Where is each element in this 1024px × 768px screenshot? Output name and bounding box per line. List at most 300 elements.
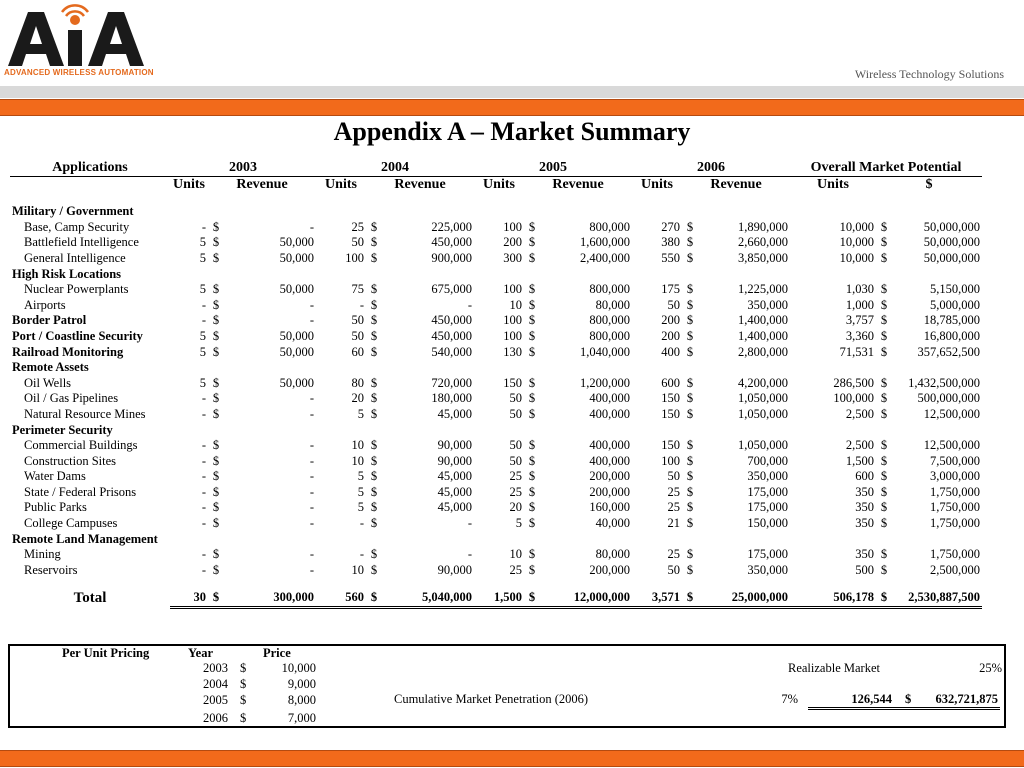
revenue-cell: - xyxy=(467,516,472,531)
units-cell: 550 xyxy=(661,250,680,265)
units-cell: 25 xyxy=(667,500,680,515)
units-cell: - xyxy=(201,406,206,421)
col-header-2004: 2004 xyxy=(316,160,474,176)
revenue-cell: 45,000 xyxy=(437,484,472,499)
col-header-2005: 2005 xyxy=(474,160,632,176)
table-row xyxy=(10,454,982,470)
pricing-year: 2004 xyxy=(203,677,228,691)
revenue-cell: - xyxy=(309,484,314,499)
total-row xyxy=(10,590,982,607)
dollar-cell: $ xyxy=(528,328,536,343)
revenue-cell: 300,000 xyxy=(224,590,316,607)
pricing-year: 2006 xyxy=(203,711,228,725)
revenue-cell: 80,000 xyxy=(595,547,630,562)
units-cell: 5 xyxy=(199,282,206,297)
dollar-cell: $ xyxy=(880,484,888,499)
dollar-cell: $ xyxy=(212,235,220,250)
dollar-cell: $ xyxy=(212,313,220,328)
units-cell: - xyxy=(201,438,206,453)
dollar-cell: $ xyxy=(686,484,694,499)
units-cell: 1,500 xyxy=(474,590,524,607)
dollar-cell: $ xyxy=(686,328,694,343)
dollar-cell: $ xyxy=(524,590,540,607)
dollar-cell: $ xyxy=(528,453,536,468)
penetration-pct: 7% xyxy=(781,692,798,706)
units-cell: 350 xyxy=(855,500,874,515)
dollar-cell: $ xyxy=(686,375,694,390)
dollar-cell: $ xyxy=(528,375,536,390)
pricing-year: 2003 xyxy=(203,661,228,675)
units-cell: 25 xyxy=(509,469,522,484)
pricing-price: 7,000 xyxy=(287,711,316,725)
dollar-cell: $ xyxy=(212,562,220,577)
dollar-cell: $ xyxy=(880,469,888,484)
col-header-units: Units xyxy=(325,176,357,192)
row-label: College Campuses xyxy=(24,516,118,531)
row-label: Public Parks xyxy=(24,500,87,515)
row-label: Reservoirs xyxy=(24,562,78,577)
col-header-revenue: Revenue xyxy=(710,176,762,192)
dollar-cell: $ xyxy=(370,375,378,390)
dollar-cell: $ xyxy=(880,297,888,312)
dollar-cell: $ xyxy=(686,469,694,484)
pricing-box xyxy=(8,644,1006,728)
dollar-cell: $ xyxy=(370,250,378,265)
units-cell: 2,500 xyxy=(845,438,874,453)
units-cell: 150 xyxy=(661,438,680,453)
pricing-price: 8,000 xyxy=(287,693,316,707)
revenue-cell: - xyxy=(309,500,314,515)
revenue-cell: - xyxy=(309,547,314,562)
dollar-cell: $ xyxy=(682,590,698,607)
revenue-cell: 1,400,000 xyxy=(738,328,788,343)
units-cell: - xyxy=(201,453,206,468)
dollar-cell: $ xyxy=(208,590,224,607)
units-cell: 350 xyxy=(855,484,874,499)
category-label: High Risk Locations xyxy=(12,266,122,281)
dollar-cell: $ xyxy=(212,547,220,562)
dollar-cell: $ xyxy=(528,516,536,531)
revenue-cell: 1,050,000 xyxy=(738,406,788,421)
units-cell: 25 xyxy=(667,484,680,499)
table-row xyxy=(10,391,982,407)
dollar-cell: $ xyxy=(528,469,536,484)
units-cell: 3,757 xyxy=(845,313,874,328)
dollar-cell: $ xyxy=(528,313,536,328)
dollar-cell: $ xyxy=(212,282,220,297)
revenue-cell: 400,000 xyxy=(589,438,630,453)
revenue-cell: 450,000 xyxy=(431,313,472,328)
pricing-price-header: Price xyxy=(263,646,291,660)
col-header-dollar: $ xyxy=(925,176,933,192)
revenue-cell: 200,000 xyxy=(589,484,630,499)
revenue-cell: 200,000 xyxy=(589,469,630,484)
revenue-cell: 50,000,000 xyxy=(923,250,980,265)
units-cell: 200 xyxy=(503,235,522,250)
revenue-cell: 2,500,000 xyxy=(930,562,980,577)
table-row xyxy=(10,376,982,392)
row-label: Border Patrol xyxy=(12,313,87,328)
units-cell: 50 xyxy=(509,391,522,406)
dollar-cell: $ xyxy=(528,547,536,562)
row-label: General Intelligence xyxy=(24,250,126,265)
col-header-2006: 2006 xyxy=(632,160,790,176)
units-cell: 400 xyxy=(661,344,680,359)
dollar-cell: $ xyxy=(528,562,536,577)
dollar-cell: $ xyxy=(370,297,378,312)
dollar-cell: $ xyxy=(528,344,536,359)
revenue-cell: 800,000 xyxy=(589,328,630,343)
units-cell: 100 xyxy=(661,453,680,468)
units-cell: 25 xyxy=(509,562,522,577)
units-cell: 25 xyxy=(509,484,522,499)
revenue-cell: 175,000 xyxy=(747,484,788,499)
table-row xyxy=(10,438,982,454)
units-cell: - xyxy=(201,516,206,531)
revenue-cell: 540,000 xyxy=(431,344,472,359)
units-cell: 5 xyxy=(199,375,206,390)
revenue-cell: 200,000 xyxy=(589,562,630,577)
dollar-cell: $ xyxy=(686,438,694,453)
table-row xyxy=(10,282,982,298)
dollar-cell: $ xyxy=(370,328,378,343)
page-title: Appendix A – Market Summary xyxy=(333,117,691,146)
dollar-cell: $ xyxy=(370,438,378,453)
revenue-cell: 1,750,000 xyxy=(930,484,980,499)
units-cell: 560 xyxy=(316,590,366,607)
revenue-cell: 80,000 xyxy=(595,297,630,312)
units-cell: 100,000 xyxy=(833,391,874,406)
units-cell: 130 xyxy=(503,344,522,359)
units-cell: 600 xyxy=(661,375,680,390)
dollar-cell: $ xyxy=(370,344,378,359)
units-cell: 50 xyxy=(509,438,522,453)
revenue-cell: 675,000 xyxy=(431,282,472,297)
table-row xyxy=(10,220,982,236)
penetration-dollar: $ xyxy=(905,692,912,706)
row-label: Port / Coastline Security xyxy=(12,328,143,343)
dollar-cell: $ xyxy=(528,250,536,265)
units-cell: 150 xyxy=(661,406,680,421)
units-cell: 80 xyxy=(351,375,364,390)
revenue-cell: 357,652,500 xyxy=(917,344,980,359)
units-cell: 50 xyxy=(667,469,680,484)
pricing-dollar: $ xyxy=(240,661,247,675)
units-cell: 50 xyxy=(667,562,680,577)
revenue-cell: 1,200,000 xyxy=(580,375,630,390)
dollar-cell: $ xyxy=(686,453,694,468)
revenue-cell: 2,400,000 xyxy=(580,250,630,265)
pricing-price: 9,000 xyxy=(287,677,316,691)
col-header-overall: Overall Market Potential xyxy=(790,160,982,176)
dollar-cell: $ xyxy=(876,590,892,607)
revenue-cell: - xyxy=(309,391,314,406)
dollar-cell: $ xyxy=(880,313,888,328)
dollar-cell: $ xyxy=(370,453,378,468)
units-cell: 10,000 xyxy=(839,235,874,250)
col-header-units: Units xyxy=(817,176,849,192)
market-summary-table xyxy=(10,160,982,609)
units-cell: 175 xyxy=(661,282,680,297)
dollar-cell: $ xyxy=(212,516,220,531)
col-header-units: Units xyxy=(641,176,673,192)
penetration-value: 632,721,875 xyxy=(935,692,998,706)
row-label: Oil Wells xyxy=(24,375,72,390)
revenue-cell: 7,500,000 xyxy=(930,453,980,468)
units-cell: - xyxy=(201,547,206,562)
units-cell: 380 xyxy=(661,235,680,250)
units-cell: 25 xyxy=(667,547,680,562)
revenue-cell: 50,000 xyxy=(279,235,314,250)
units-cell: 21 xyxy=(667,516,680,531)
dollar-cell: $ xyxy=(212,406,220,421)
table-row xyxy=(10,329,982,345)
dollar-cell: $ xyxy=(212,484,220,499)
dollar-cell: $ xyxy=(880,219,888,234)
units-cell: 500 xyxy=(855,562,874,577)
units-cell: 5 xyxy=(357,500,364,515)
revenue-cell: 50,000 xyxy=(279,282,314,297)
table-row xyxy=(10,469,982,485)
revenue-cell: - xyxy=(309,438,314,453)
revenue-cell: 1,400,000 xyxy=(738,313,788,328)
table-row xyxy=(10,251,982,267)
dollar-cell: $ xyxy=(528,406,536,421)
units-cell: - xyxy=(201,500,206,515)
dollar-cell: $ xyxy=(686,219,694,234)
units-cell: 5 xyxy=(357,469,364,484)
dollar-cell: $ xyxy=(528,438,536,453)
dollar-cell: $ xyxy=(880,516,888,531)
revenue-cell: - xyxy=(309,516,314,531)
revenue-cell: 225,000 xyxy=(431,219,472,234)
units-cell: 300 xyxy=(503,250,522,265)
col-header-revenue: Revenue xyxy=(552,176,604,192)
pricing-title: Per Unit Pricing xyxy=(62,646,150,660)
dollar-cell: $ xyxy=(880,235,888,250)
dollar-cell: $ xyxy=(528,235,536,250)
units-cell: 1,030 xyxy=(845,282,874,297)
row-label: Construction Sites xyxy=(24,453,117,468)
dollar-cell: $ xyxy=(528,500,536,515)
category-row xyxy=(10,267,982,283)
revenue-cell: 900,000 xyxy=(431,250,472,265)
revenue-cell: - xyxy=(309,406,314,421)
revenue-cell: 50,000 xyxy=(279,328,314,343)
units-cell: 20 xyxy=(509,500,522,515)
row-label: State / Federal Prisons xyxy=(24,484,137,499)
revenue-cell: 3,850,000 xyxy=(738,250,788,265)
col-header-revenue: Revenue xyxy=(394,176,446,192)
table-row xyxy=(10,298,982,314)
revenue-cell: 40,000 xyxy=(595,516,630,531)
revenue-cell: 1,750,000 xyxy=(930,516,980,531)
dollar-cell: $ xyxy=(880,328,888,343)
units-cell: 270 xyxy=(661,219,680,234)
row-label: Commercial Buildings xyxy=(24,438,138,453)
row-label: Natural Resource Mines xyxy=(24,406,146,421)
header-grey-band xyxy=(0,86,1024,98)
units-cell: 10,000 xyxy=(839,250,874,265)
col-header-applications: Applications xyxy=(10,160,170,176)
units-cell: 1,000 xyxy=(845,297,874,312)
header-row-units xyxy=(10,176,982,192)
revenue-cell: 12,000,000 xyxy=(540,590,632,607)
units-cell: 50 xyxy=(509,406,522,421)
units-cell: 100 xyxy=(345,250,364,265)
dollar-cell: $ xyxy=(686,516,694,531)
dollar-cell: $ xyxy=(686,344,694,359)
table-row xyxy=(10,313,982,329)
units-cell: 350 xyxy=(855,516,874,531)
revenue-cell: 50,000 xyxy=(279,375,314,390)
table-row xyxy=(10,547,982,563)
revenue-cell: 45,000 xyxy=(437,469,472,484)
units-cell: - xyxy=(201,469,206,484)
dollar-cell: $ xyxy=(212,391,220,406)
dollar-cell: $ xyxy=(686,282,694,297)
dollar-cell: $ xyxy=(880,562,888,577)
col-header-revenue: Revenue xyxy=(236,176,288,192)
units-cell: 20 xyxy=(351,391,364,406)
revenue-cell: 180,000 xyxy=(431,391,472,406)
dollar-cell: $ xyxy=(370,219,378,234)
units-cell: - xyxy=(201,484,206,499)
units-cell: 600 xyxy=(855,469,874,484)
units-cell: 350 xyxy=(855,547,874,562)
dollar-cell: $ xyxy=(212,438,220,453)
pricing-dollar: $ xyxy=(240,693,247,707)
dollar-cell: $ xyxy=(212,344,220,359)
revenue-cell: 18,785,000 xyxy=(923,313,980,328)
dollar-cell: $ xyxy=(686,313,694,328)
revenue-cell: 800,000 xyxy=(589,282,630,297)
dollar-cell: $ xyxy=(880,250,888,265)
units-cell: - xyxy=(359,547,364,562)
pricing-year: 2005 xyxy=(203,693,228,707)
header-row-years xyxy=(10,160,982,176)
units-cell: 10 xyxy=(351,438,364,453)
row-label: Oil / Gas Pipelines xyxy=(24,391,119,406)
units-cell: 100 xyxy=(503,219,522,234)
dollar-cell: $ xyxy=(880,438,888,453)
dollar-cell: $ xyxy=(370,406,378,421)
revenue-cell: 2,800,000 xyxy=(738,344,788,359)
revenue-cell: - xyxy=(309,453,314,468)
revenue-cell: - xyxy=(467,297,472,312)
units-cell: 10 xyxy=(351,562,364,577)
header-orange-band xyxy=(0,99,1024,116)
units-cell: 100 xyxy=(503,328,522,343)
spacer-row xyxy=(10,578,982,590)
units-cell: 100 xyxy=(503,282,522,297)
revenue-cell: 175,000 xyxy=(747,500,788,515)
units-cell: - xyxy=(201,219,206,234)
revenue-cell: 500,000,000 xyxy=(917,391,980,406)
revenue-cell: 45,000 xyxy=(437,500,472,515)
revenue-cell: 1,040,000 xyxy=(580,344,630,359)
col-header-units: Units xyxy=(483,176,515,192)
row-label: Railroad Monitoring xyxy=(12,344,124,359)
dollar-cell: $ xyxy=(370,235,378,250)
dollar-cell: $ xyxy=(370,469,378,484)
dollar-cell: $ xyxy=(686,391,694,406)
units-cell: 50 xyxy=(509,453,522,468)
units-cell: 100 xyxy=(503,313,522,328)
revenue-cell: 4,200,000 xyxy=(738,375,788,390)
revenue-cell: 90,000 xyxy=(437,562,472,577)
units-cell: 5 xyxy=(199,235,206,250)
revenue-cell: - xyxy=(309,313,314,328)
revenue-cell: 350,000 xyxy=(747,297,788,312)
table-row xyxy=(10,516,982,532)
dollar-cell: $ xyxy=(370,391,378,406)
units-cell: 75 xyxy=(351,282,364,297)
revenue-cell: 400,000 xyxy=(589,391,630,406)
revenue-cell: 50,000,000 xyxy=(923,219,980,234)
revenue-cell: 25,000,000 xyxy=(698,590,790,607)
revenue-cell: - xyxy=(467,547,472,562)
units-cell: 5 xyxy=(199,344,206,359)
dollar-cell: $ xyxy=(370,562,378,577)
dollar-cell: $ xyxy=(528,484,536,499)
dollar-cell: $ xyxy=(212,500,220,515)
units-cell: 200 xyxy=(661,328,680,343)
units-cell: 1,500 xyxy=(845,453,874,468)
dollar-cell: $ xyxy=(370,313,378,328)
tagline: Wireless Technology Solutions xyxy=(854,67,1004,81)
dollar-cell: $ xyxy=(370,516,378,531)
revenue-cell: 1,750,000 xyxy=(930,547,980,562)
dollar-cell: $ xyxy=(880,391,888,406)
table-row xyxy=(10,485,982,501)
dollar-cell: $ xyxy=(686,500,694,515)
category-row xyxy=(10,532,982,548)
units-cell: 10,000 xyxy=(839,219,874,234)
revenue-cell: 1,050,000 xyxy=(738,391,788,406)
revenue-cell: 160,000 xyxy=(589,500,630,515)
revenue-cell: 1,225,000 xyxy=(738,282,788,297)
units-cell: - xyxy=(359,297,364,312)
units-cell: 10 xyxy=(351,453,364,468)
revenue-cell: 175,000 xyxy=(747,547,788,562)
units-cell: 2,500 xyxy=(845,406,874,421)
table-row xyxy=(10,235,982,251)
revenue-cell: 5,040,000 xyxy=(382,590,474,607)
dollar-cell: $ xyxy=(880,547,888,562)
revenue-cell: - xyxy=(309,469,314,484)
units-cell: 5 xyxy=(199,328,206,343)
table-row xyxy=(10,500,982,516)
dollar-cell: $ xyxy=(370,484,378,499)
dollar-cell: $ xyxy=(880,282,888,297)
revenue-cell: 50,000 xyxy=(279,250,314,265)
units-cell: 50 xyxy=(351,328,364,343)
pricing-dollar: $ xyxy=(240,677,247,691)
revenue-cell: 720,000 xyxy=(431,375,472,390)
units-cell: 10 xyxy=(509,297,522,312)
table-body xyxy=(10,160,982,608)
dollar-cell: $ xyxy=(880,500,888,515)
table-row xyxy=(10,345,982,361)
revenue-cell: 2,530,887,500 xyxy=(892,590,982,607)
row-label: Battlefield Intelligence xyxy=(24,235,139,250)
revenue-cell: 350,000 xyxy=(747,562,788,577)
revenue-cell: 150,000 xyxy=(747,516,788,531)
units-cell: 50 xyxy=(351,235,364,250)
row-label: Base, Camp Security xyxy=(24,219,130,234)
revenue-cell: 1,600,000 xyxy=(580,235,630,250)
